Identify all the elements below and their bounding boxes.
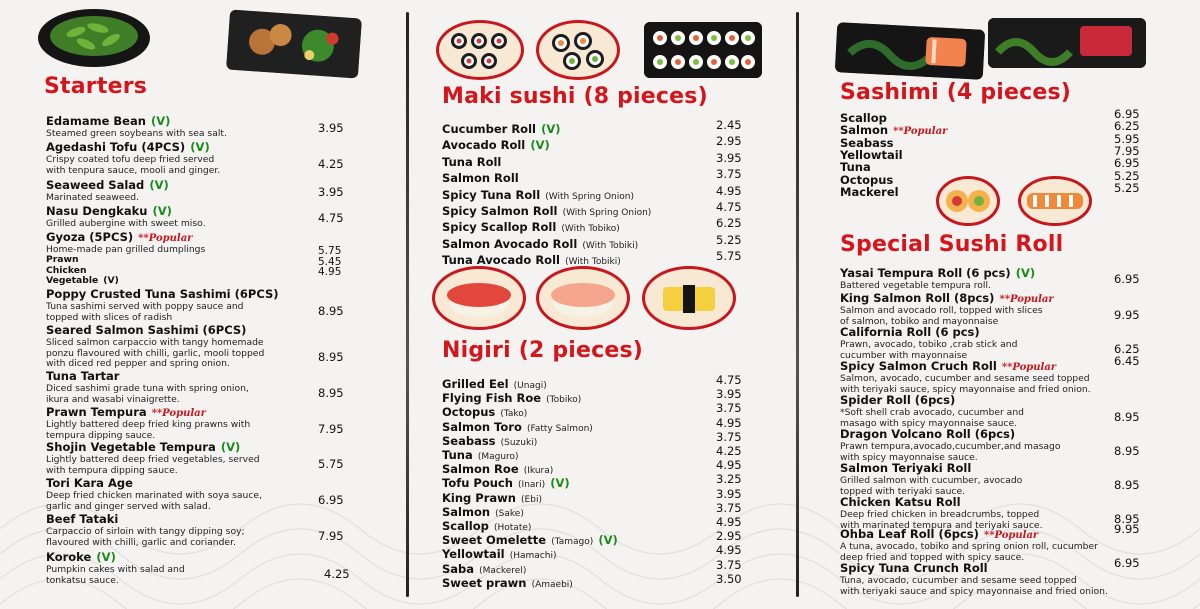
item-description: Lightly battered deep fried king prawns with (46, 419, 251, 430)
item-description: Tuna sashimi served with poppy sauce and (46, 301, 244, 312)
plate-icon (226, 9, 362, 78)
item-price: 3.95 (318, 121, 344, 135)
item-price: 6.95 (1114, 556, 1140, 570)
item-price: 3.75 (716, 401, 742, 416)
menu-item (46, 136, 220, 176)
menu-item (442, 572, 573, 591)
item-name: Seabass (840, 135, 894, 150)
item-description: with tenpura sauce, mooli and ginger. (46, 164, 221, 176)
item-japanese-name: (Tobiko) (546, 395, 582, 406)
item-description: Grilled aubergine with sweet miso. (46, 218, 206, 229)
item-japanese-name: (Mackerel) (479, 565, 527, 576)
popular-badge: **Popular (893, 126, 948, 138)
item-name: Avocado Roll (442, 138, 526, 153)
menu-item (46, 436, 260, 476)
item-price: 4.25 (318, 156, 344, 171)
item-note: (With Tobiki) (565, 257, 621, 268)
item-price: 3.95 (318, 185, 344, 199)
item-name: Chicken Katsu Roll (840, 495, 961, 509)
item-name: Spicy Salmon Roll (442, 204, 558, 218)
item-name: Tori Kara Age (46, 476, 133, 490)
item-note: (With Spring Onion) (545, 191, 634, 202)
item-description: A tuna, avocado, tobiko and spring onion roll, cucumber (840, 541, 1098, 552)
item-price: 7.95 (318, 421, 344, 436)
item-name: Tuna Avocado Roll (442, 253, 560, 268)
section-title-starters: Starters (44, 74, 148, 99)
item-name: Tuna Tartar (46, 369, 120, 383)
item-price: 3.75 (716, 500, 742, 515)
option-price: 5.75 (318, 245, 342, 257)
popular-badge: **Popular (138, 233, 193, 244)
item-price: 8.95 (1114, 511, 1140, 526)
item-description: Tuna, avocado, cucumber and sesame seed topped (840, 575, 1077, 586)
item-price: 5.75 (716, 249, 742, 264)
item-name: Gyoza (5PCS) (46, 230, 134, 244)
item-name: Poppy Crusted Tuna Sashimi (6PCS) (46, 287, 279, 301)
item-price: 5.25 (1114, 168, 1140, 183)
item-name: Mackerel (840, 184, 899, 199)
popular-badge: **Popular (1001, 362, 1057, 373)
special-roll-photo-2 (1018, 176, 1092, 226)
item-description: Grilled salmon with cucumber, avocado (840, 475, 1023, 486)
item-description: ponzu flavoured with chilli, garlic, mooli topped (46, 347, 265, 359)
item-description: Home-made pan grilled dumplings (46, 244, 206, 255)
item-name: Tuna (442, 448, 473, 462)
item-name: Koroke (46, 550, 92, 564)
item-description: tempura dipping sauce. (46, 429, 156, 441)
item-price: 5.75 (318, 456, 344, 471)
maki-nigiri-section (410, 0, 796, 609)
vegetarian-mark: (V) (103, 275, 119, 286)
item-name: Tuna Roll (442, 154, 502, 169)
item-price: 4.25 (324, 566, 350, 581)
item-description: Prawn tempura,avocado,cucumber,and masago (840, 441, 1061, 452)
nigiri-icon (539, 269, 627, 327)
item-japanese-name: (Tako) (500, 409, 528, 420)
item-name: Seabass (442, 433, 496, 448)
item-name: Spicy Scallop Roll (442, 220, 557, 235)
vegetarian-mark: (V) (598, 533, 618, 548)
item-description: Deep fried chicken in breadcrumbs, topped (840, 509, 1040, 520)
item-description: garlic and ginger served with salad. (46, 500, 211, 512)
option-label: Prawn (46, 254, 79, 265)
item-price: 6.25 (1114, 119, 1140, 134)
item-price: 4.75 (716, 373, 742, 387)
item-name: Saba (442, 561, 475, 576)
item-name: Tofu Pouch (442, 476, 513, 491)
item-name: Beef Tataki (46, 512, 119, 526)
sashimi-photo-1 (835, 22, 985, 80)
item-name: Salmon (442, 504, 491, 519)
sashimi-plate-icon (988, 18, 1146, 68)
item-description: with teriyaki sauce, spicy mayonnaise and fried onion. (840, 383, 1091, 395)
item-description: deep fried and topped with spicy sauce. (840, 551, 1025, 563)
item-price: 6.95 (1114, 107, 1140, 121)
vegetarian-mark: (V) (190, 140, 210, 154)
nigiri-icon (435, 269, 523, 327)
item-note: (With Tobiki) (582, 240, 639, 251)
nigiri-photo-3 (642, 266, 736, 330)
item-price: 2.45 (716, 118, 742, 132)
sushi-roll-icon (1021, 179, 1089, 223)
nigiri-photo-1 (432, 266, 526, 330)
item-name: Cucumber Roll (442, 122, 536, 136)
item-price: 3.95 (716, 150, 742, 165)
item-price: 5.25 (1114, 180, 1140, 195)
item-name: Scallop (442, 519, 489, 533)
menu-item (840, 557, 1108, 597)
item-name: Flying Fish Roe (442, 391, 542, 406)
nigiri-photo-2 (536, 266, 630, 330)
item-japanese-name: (Fatty Salmon) (526, 423, 593, 434)
karaage-photo (226, 9, 362, 78)
item-name: Spicy Tuna Crunch Roll (840, 561, 988, 575)
bowl-icon (36, 8, 152, 68)
menu-item (46, 319, 264, 370)
item-description: Carpaccio of sirloin with tangy dipping soy; (46, 526, 245, 537)
item-description: flavoured with chilli, garlic and coriander. (46, 536, 236, 548)
item-name: California Roll (6 pcs) (840, 325, 980, 339)
item-japanese-name: (Hamachi) (509, 551, 557, 562)
item-name: Shojin Vegetable Tempura (46, 440, 216, 454)
item-name: Ohba Leaf Roll (6pcs) (840, 527, 979, 541)
item-name: Dragon Volcano Roll (6pcs) (840, 427, 1016, 441)
item-price: 4.25 (716, 444, 742, 458)
vegetarian-mark: (V) (149, 178, 169, 192)
item-price: 9.95 (1114, 307, 1140, 322)
item-price: 3.75 (716, 557, 742, 572)
tamago-nigiri-icon (645, 269, 733, 327)
item-name: Salmon Avocado Roll (442, 236, 578, 251)
maki-platter-icon (644, 22, 762, 78)
item-name: Yasai Tempura Roll (6 pcs) (840, 266, 1011, 280)
column-divider (406, 12, 409, 597)
menu-item (46, 508, 245, 548)
section-title-sashimi: Sashimi (4 pieces) (840, 80, 1072, 105)
maki-roll-icon (539, 23, 617, 77)
item-description: Marinated seaweed. (46, 192, 139, 203)
sashimi-photo-2 (988, 18, 1146, 68)
item-price: 6.25 (716, 216, 742, 231)
item-description: Crispy coated tofu deep fried served (46, 154, 215, 165)
item-japanese-name: (Inari) (518, 480, 546, 491)
item-name: Scallop (840, 111, 887, 125)
vegetarian-mark: (V) (530, 138, 550, 153)
item-description: Steamed green soybeans with sea salt. (46, 128, 227, 139)
maki-roll-icon (439, 23, 521, 77)
menu-item (46, 401, 250, 441)
item-description: with teriyaki sauce and spicy mayonnaise and fried onion. (840, 585, 1108, 597)
item-price: 3.50 (716, 571, 742, 586)
item-price: 4.95 (716, 515, 742, 529)
item-description: tonkatsu sauce. (46, 574, 119, 586)
item-description: *Soft shell crab avocado, cucumber and (840, 407, 1024, 418)
item-description: with marinated tempura and teriyaki sauce. (840, 519, 1043, 531)
item-price: 7.95 (318, 528, 344, 543)
menu-item (46, 283, 279, 323)
option-label: Chicken (46, 264, 87, 276)
item-price: 4.75 (318, 211, 344, 225)
item-name: Tuna (840, 160, 871, 175)
item-name: Sweet Omelette (442, 533, 547, 548)
item-description: topped with teriyaki sauce. (840, 485, 966, 497)
popular-badge: **Popular (151, 408, 206, 419)
item-name: Spicy Salmon Cruch Roll (840, 359, 997, 373)
vegetarian-mark: (V) (96, 550, 116, 564)
maki-photo-2 (536, 20, 620, 80)
item-price: 6.95 (1114, 156, 1140, 171)
item-price: 6.25 (1114, 341, 1140, 356)
item-japanese-name: (Tamago) (551, 537, 594, 548)
item-name: Sweet prawn (442, 575, 527, 590)
item-price: 8.95 (1114, 409, 1140, 424)
item-price: 4.95 (716, 543, 742, 558)
vegetarian-mark: (V) (152, 204, 172, 218)
item-note: (With Tobiko) (561, 224, 620, 235)
section-title-maki: Maki sushi (8 pieces) (442, 84, 708, 109)
item-name: Seared Salmon Sashimi (6PCS) (46, 323, 247, 337)
menu-item (442, 249, 621, 268)
item-description: Prawn, avocado, tobiko ,crab stick and (840, 339, 1018, 350)
item-name: Octopus (442, 405, 496, 420)
starters-section (0, 0, 406, 609)
item-price: 8.95 (1114, 443, 1140, 458)
vegetarian-mark: (V) (150, 114, 171, 128)
item-description: Salmon and avocado roll, topped with slices (840, 305, 1043, 316)
sashimi-plate-icon (835, 22, 985, 80)
item-japanese-name: (Ebi) (521, 494, 542, 505)
item-price: 5.25 (716, 232, 742, 247)
item-name: Spider Roll (6pcs) (840, 393, 956, 407)
vegetarian-mark: (V) (1015, 266, 1036, 280)
item-name: Grilled Eel (442, 377, 509, 391)
option-price: 5.45 (318, 255, 342, 268)
item-japanese-name: (Ikura) (523, 466, 554, 477)
vegetarian-mark: (V) (220, 440, 241, 454)
vegetarian-mark: (V) (541, 122, 561, 136)
option-label: Vegetable (46, 275, 99, 286)
item-name: Seaweed Salad (46, 178, 145, 192)
item-name: Nasu Dengkaku (46, 204, 148, 218)
item-price: 5.95 (1114, 131, 1140, 146)
item-name: Spicy Tuna Roll (442, 187, 541, 202)
maki-photo-3 (644, 22, 762, 78)
item-name: Salmon Roe (442, 462, 519, 477)
item-name: Salmon Toro (442, 419, 522, 434)
item-price: 4.95 (716, 415, 742, 430)
item-name: Salmon (840, 123, 889, 138)
item-description: Lightly battered deep fried vegetables, served (46, 454, 260, 465)
item-description: Sliced salmon carpaccio with tangy homemade (46, 337, 264, 348)
item-name: Octopus (840, 172, 894, 187)
item-description: cucumber with mayonnaise (840, 349, 968, 361)
item-price: 3.95 (716, 486, 742, 501)
item-name: King Prawn (442, 490, 516, 505)
item-japanese-name: (Amaebi) (531, 579, 573, 590)
item-price: 3.75 (716, 429, 742, 444)
item-description: topped with slices of radish (46, 311, 173, 323)
item-description: with tempura dipping sauce. (46, 464, 178, 476)
item-price: 2.95 (716, 529, 742, 544)
item-japanese-name: (Unagi) (513, 381, 547, 391)
section-title-nigiri: Nigiri (2 pieces) (442, 338, 644, 363)
sashimi-special-section (800, 0, 1200, 609)
item-price: 2.95 (716, 134, 742, 149)
item-price: 4.95 (716, 183, 742, 198)
item-japanese-name: (Hotate) (493, 523, 532, 533)
item-price: 6.95 (1114, 272, 1140, 286)
item-name: Edamame Bean (46, 114, 146, 128)
item-description: Salmon, avocado, cucumber and sesame seed topped (840, 373, 1090, 384)
menu-item (46, 365, 249, 405)
item-name: Salmon Teriyaki Roll (840, 461, 972, 475)
item-name: Yellowtail (442, 547, 505, 562)
item-price: 7.95 (1114, 143, 1140, 158)
option-price: 4.95 (318, 266, 342, 278)
maki-photo-1 (436, 20, 524, 80)
item-description: Pumpkin cakes with salad and (46, 564, 185, 575)
item-price: 3.95 (716, 387, 742, 402)
item-name: Agedashi Tofu (4PCS) (46, 140, 186, 154)
item-description: Battered vegetable tempura roll. (840, 280, 991, 291)
item-note: (With Spring Onion) (562, 208, 652, 218)
edamame-photo (36, 8, 152, 68)
item-price: 3.75 (716, 167, 742, 182)
sushi-roll-icon (939, 179, 997, 223)
item-name: Salmon Roll (442, 171, 519, 186)
item-description: Deep fried chicken marinated with soya sauce, (46, 490, 263, 501)
item-description: Diced sashimi grade tuna with spring onion, (46, 383, 249, 394)
item-description: with diced red pepper and spring onion. (46, 358, 230, 369)
item-description: masago with spicy mayonnaise sauce. (840, 417, 1018, 429)
item-price: 8.95 (1114, 477, 1140, 492)
vegetarian-mark: (V) (550, 476, 570, 491)
menu-item (840, 181, 899, 200)
popular-badge: **Popular (984, 530, 1039, 541)
item-price: 3.25 (716, 472, 742, 487)
item-price: 8.95 (318, 350, 344, 364)
special-roll-photo-1 (936, 176, 1000, 226)
item-price: 6.95 (318, 492, 344, 507)
item-price: 4.75 (716, 200, 742, 214)
popular-badge: **Popular (999, 294, 1054, 305)
item-description: of salmon, tobiko and mayonnaise (840, 315, 999, 327)
item-description: with spicy mayonnaise sauce. (840, 451, 978, 463)
item-price: 8.95 (318, 385, 344, 400)
item-japanese-name: (Sake) (495, 508, 524, 519)
item-name: King Salmon Roll (8pcs) (840, 291, 995, 305)
item-price: 8.95 (318, 303, 344, 318)
item-price: 6.45 (1114, 354, 1140, 368)
item-japanese-name: (Maguro) (477, 452, 519, 462)
menu-item (46, 546, 185, 586)
item-description: ikura and wasabi vinaigrette. (46, 393, 180, 405)
item-price: 9.95 (1114, 522, 1140, 536)
item-name: Yellowtail (840, 147, 903, 162)
item-name: Prawn Tempura (46, 405, 147, 419)
section-title-special: Special Sushi Roll (840, 232, 1064, 257)
item-japanese-name: (Suzuki) (500, 437, 538, 448)
column-divider (796, 12, 799, 597)
menu-item (46, 472, 262, 512)
item-price: 4.95 (716, 458, 742, 473)
